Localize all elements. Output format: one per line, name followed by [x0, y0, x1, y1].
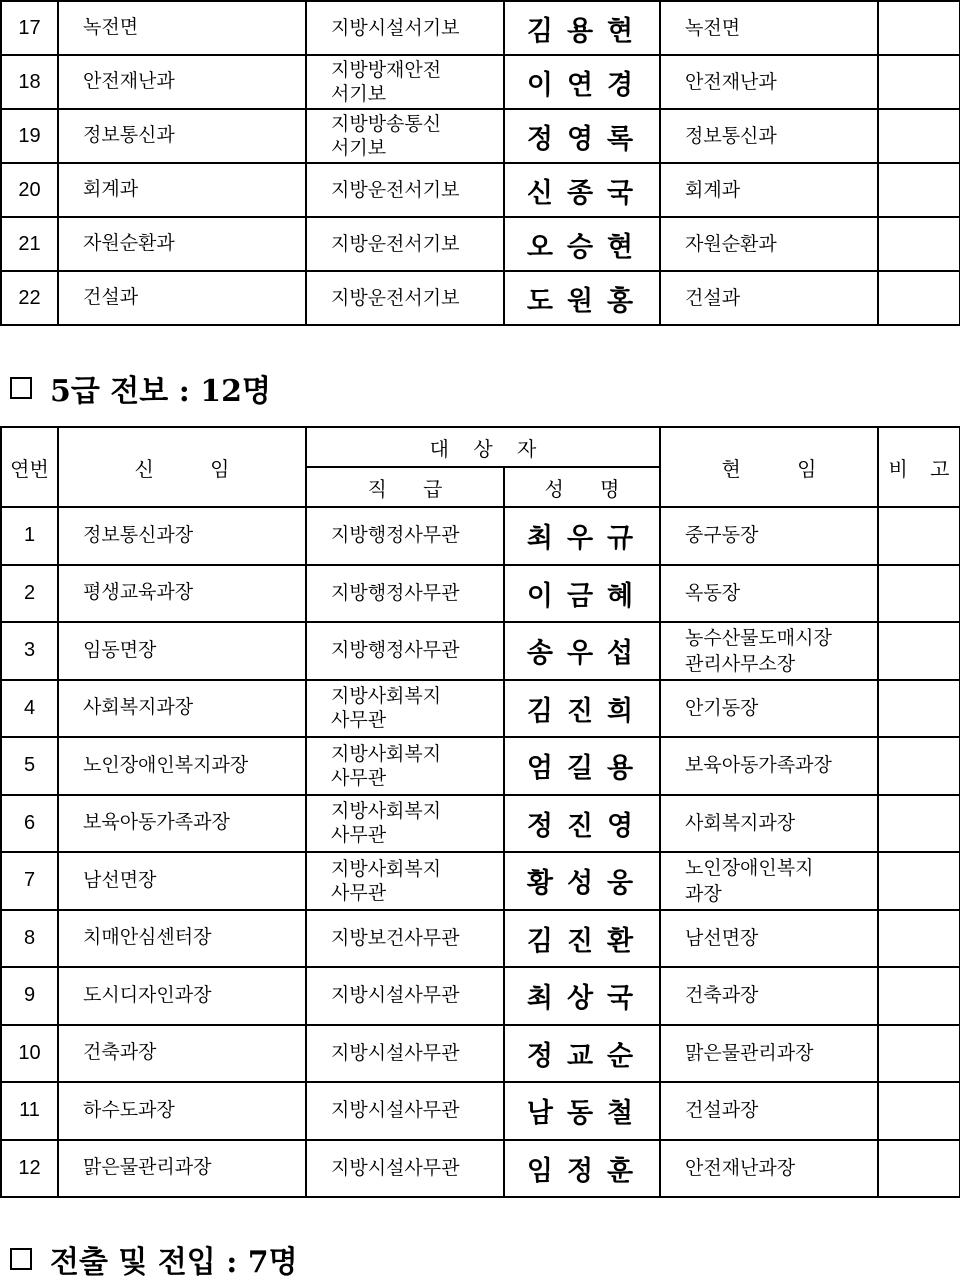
current-post [660, 271, 878, 325]
new-post [58, 622, 306, 680]
current-post-line: 노인장애인복지 [685, 856, 814, 879]
current-post [660, 217, 878, 271]
new-post [58, 163, 306, 217]
person-name: 최우규 [504, 507, 660, 565]
current-post [660, 852, 878, 910]
person-name: 김진희 [504, 680, 660, 738]
row-number: 10 [1, 1025, 58, 1083]
person-name: 정진영 [504, 795, 660, 853]
current-post-line: 관리사무소장 [685, 652, 796, 675]
grade-line: 지방행정사무관 [331, 639, 460, 662]
grade5-transfer-table [0, 426, 960, 1198]
grade-line: 지방시설서기보 [331, 16, 460, 39]
grade [306, 1082, 504, 1140]
new-post [58, 1140, 306, 1198]
person-name: 신종국 [504, 163, 660, 217]
new-post-text: 남선면장 [83, 868, 157, 891]
note [878, 163, 960, 217]
header-grade: 직 급 [306, 467, 504, 507]
current-post [660, 967, 878, 1025]
table-row [1, 217, 960, 271]
new-post [58, 967, 306, 1025]
table-row [1, 507, 960, 565]
current-post-line: 옥동장 [685, 581, 741, 604]
grade-line: 지방시설사무관 [331, 984, 460, 1007]
grade [306, 55, 504, 109]
current-post-line: 보육아동가족과장 [685, 754, 832, 777]
person-name: 남동철 [504, 1082, 660, 1140]
current-post [660, 1082, 878, 1140]
table-row [1, 680, 960, 738]
new-post-text: 건축과장 [83, 1041, 157, 1064]
new-post-text: 임동면장 [83, 638, 157, 661]
table-row [1, 565, 960, 623]
new-post [58, 217, 306, 271]
note [878, 565, 960, 623]
person-name: 이연경 [504, 55, 660, 109]
row-number: 6 [1, 795, 58, 853]
section-title-grade5 [10, 366, 271, 410]
person-name: 정영록 [504, 109, 660, 163]
grade-line: 지방사회복지 [331, 857, 442, 880]
grade [306, 910, 504, 968]
grade [306, 622, 504, 680]
section-title-text: 전출 및 전입 : 7명 [50, 1245, 298, 1280]
note [878, 55, 960, 109]
current-post [660, 163, 878, 217]
row-number: 17 [1, 1, 58, 55]
note [878, 507, 960, 565]
table-row [1, 55, 960, 109]
table-row [1, 910, 960, 968]
row-number: 21 [1, 217, 58, 271]
grade-line: 지방보건사무관 [331, 926, 460, 949]
current-post-line: 건설과 [685, 286, 741, 309]
new-post [58, 55, 306, 109]
grade-line: 사무관 [331, 824, 387, 847]
person-name: 엄길용 [504, 737, 660, 795]
grade-line: 서기보 [331, 83, 387, 105]
new-post-text: 도시디자인과장 [83, 983, 212, 1006]
row-number: 1 [1, 507, 58, 565]
new-post [58, 565, 306, 623]
note [878, 217, 960, 271]
person-name: 정교순 [504, 1025, 660, 1083]
new-post [58, 1025, 306, 1083]
new-post-text: 노인장애인복지과장 [83, 753, 249, 776]
new-post-text: 사회복지과장 [83, 696, 194, 719]
grade-line: 지방시설사무관 [331, 1156, 460, 1179]
person-name: 오승현 [504, 217, 660, 271]
grade-line: 사무관 [331, 881, 387, 904]
current-post-line: 맑은물관리과장 [685, 1041, 814, 1064]
grade-line: 사무관 [331, 766, 387, 789]
grade5-table-body [1, 507, 960, 1197]
new-post-text: 회계과 [83, 178, 139, 201]
table-row [1, 109, 960, 163]
note [878, 795, 960, 853]
grade [306, 1025, 504, 1083]
note [878, 109, 960, 163]
note [878, 910, 960, 968]
row-number: 7 [1, 852, 58, 910]
grade [306, 163, 504, 217]
grade-line: 지방방재안전 [331, 59, 442, 81]
new-post-text: 정보통신과장 [83, 523, 194, 546]
grade [306, 565, 504, 623]
header-current: 현 임 [660, 427, 878, 507]
table-row [1, 795, 960, 853]
current-post [660, 565, 878, 623]
person-name: 김용현 [504, 1, 660, 55]
person-name: 최상국 [504, 967, 660, 1025]
current-post [660, 507, 878, 565]
grade-line: 지방운전서기보 [331, 178, 460, 201]
new-post [58, 507, 306, 565]
grade-line: 지방사회복지 [331, 685, 442, 708]
grade [306, 109, 504, 163]
new-post [58, 910, 306, 968]
note [878, 852, 960, 910]
header-name: 성 명 [504, 467, 660, 507]
header-new-post: 신 임 [58, 427, 306, 507]
table-row [1, 852, 960, 910]
grade [306, 967, 504, 1025]
new-post [58, 109, 306, 163]
top-personnel-table [0, 0, 960, 326]
current-post-line: 회계과 [685, 178, 741, 201]
row-number: 22 [1, 271, 58, 325]
table-row [1, 1, 960, 55]
grade [306, 507, 504, 565]
new-post [58, 1, 306, 55]
current-post [660, 737, 878, 795]
grade [306, 271, 504, 325]
grade-line: 지방방송통신 [331, 113, 442, 135]
note [878, 1140, 960, 1198]
grade [306, 1, 504, 55]
person-name: 도원홍 [504, 271, 660, 325]
note [878, 680, 960, 738]
grade [306, 217, 504, 271]
row-number: 18 [1, 55, 58, 109]
row-number: 4 [1, 680, 58, 738]
new-post-text: 안전재난과 [83, 70, 175, 93]
current-post [660, 910, 878, 968]
current-post [660, 622, 878, 680]
current-post-line: 자원순환과 [685, 232, 777, 255]
current-post-line: 정보통신과 [685, 124, 777, 147]
current-post [660, 1025, 878, 1083]
row-number: 19 [1, 109, 58, 163]
new-post-text: 치매안심센터장 [83, 926, 212, 949]
table-row [1, 271, 960, 325]
grade-line: 지방운전서기보 [331, 232, 460, 255]
new-post [58, 1082, 306, 1140]
table-row [1, 1025, 960, 1083]
row-number: 9 [1, 967, 58, 1025]
person-name: 황성웅 [504, 852, 660, 910]
header-no: 연번 [1, 427, 58, 507]
row-number: 2 [1, 565, 58, 623]
grade-line: 지방행정사무관 [331, 524, 460, 547]
header-note: 비 고 [878, 427, 960, 507]
grade-line: 지방시설사무관 [331, 1041, 460, 1064]
current-post [660, 795, 878, 853]
person-name: 송우섭 [504, 622, 660, 680]
current-post-line: 안전재난과장 [685, 1156, 796, 1179]
current-post-line: 남선면장 [685, 926, 759, 949]
row-number: 11 [1, 1082, 58, 1140]
table-row [1, 622, 960, 680]
new-post-text: 하수도과장 [83, 1098, 175, 1121]
row-number: 5 [1, 737, 58, 795]
new-post [58, 852, 306, 910]
current-post [660, 1, 878, 55]
person-name: 이금혜 [504, 565, 660, 623]
grade-line: 지방사회복지 [331, 742, 442, 765]
grade-line: 지방사회복지 [331, 800, 442, 823]
current-post [660, 1140, 878, 1198]
grade-line: 지방시설사무관 [331, 1099, 460, 1122]
person-name: 김진환 [504, 910, 660, 968]
new-post [58, 795, 306, 853]
grade-line: 지방운전서기보 [331, 286, 460, 309]
grade-line: 사무관 [331, 709, 387, 732]
row-number: 3 [1, 622, 58, 680]
grade [306, 795, 504, 853]
section-title-text: 5급 전보 : 12명 [50, 374, 271, 409]
current-post [660, 680, 878, 738]
grade [306, 680, 504, 738]
current-post-line: 중구동장 [685, 524, 759, 547]
new-post-text: 건설과 [83, 286, 139, 309]
header-target: 대 상 자 [306, 427, 660, 467]
grade-line: 지방행정사무관 [331, 581, 460, 604]
current-post [660, 109, 878, 163]
note [878, 737, 960, 795]
current-post-line: 건설과장 [685, 1099, 759, 1122]
row-number: 20 [1, 163, 58, 217]
checkbox-icon [10, 1248, 32, 1270]
new-post-text: 평생교육과장 [83, 581, 194, 604]
table-row [1, 737, 960, 795]
current-post-line: 사회복지과장 [685, 811, 796, 834]
grade-line: 서기보 [331, 137, 387, 159]
new-post-text: 자원순환과 [83, 232, 175, 255]
grade [306, 737, 504, 795]
note [878, 1, 960, 55]
note [878, 1082, 960, 1140]
note [878, 271, 960, 325]
new-post-text: 녹전면 [83, 16, 139, 39]
current-post-line: 농수산물도매시장 [685, 626, 832, 649]
new-post-text: 정보통신과 [83, 124, 175, 147]
table-row [1, 1140, 960, 1198]
row-number: 8 [1, 910, 58, 968]
note [878, 622, 960, 680]
new-post-text: 맑은물관리과장 [83, 1156, 212, 1179]
current-post-line: 안전재난과 [685, 70, 777, 93]
section-title-transfer [10, 1237, 298, 1281]
person-name: 임정훈 [504, 1140, 660, 1198]
table-row [1, 1082, 960, 1140]
checkbox-icon [10, 377, 32, 399]
row-number: 12 [1, 1140, 58, 1198]
current-post-line: 건축과장 [685, 984, 759, 1007]
table-row [1, 163, 960, 217]
new-post-text: 보육아동가족과장 [83, 811, 230, 834]
grade [306, 1140, 504, 1198]
current-post-line: 녹전면 [685, 16, 741, 39]
table-row [1, 967, 960, 1025]
note [878, 1025, 960, 1083]
top-table-body [1, 1, 960, 325]
note [878, 967, 960, 1025]
new-post [58, 737, 306, 795]
new-post [58, 271, 306, 325]
new-post [58, 680, 306, 738]
current-post-line: 과장 [685, 882, 722, 905]
current-post-line: 안기동장 [685, 696, 759, 719]
grade [306, 852, 504, 910]
current-post [660, 55, 878, 109]
